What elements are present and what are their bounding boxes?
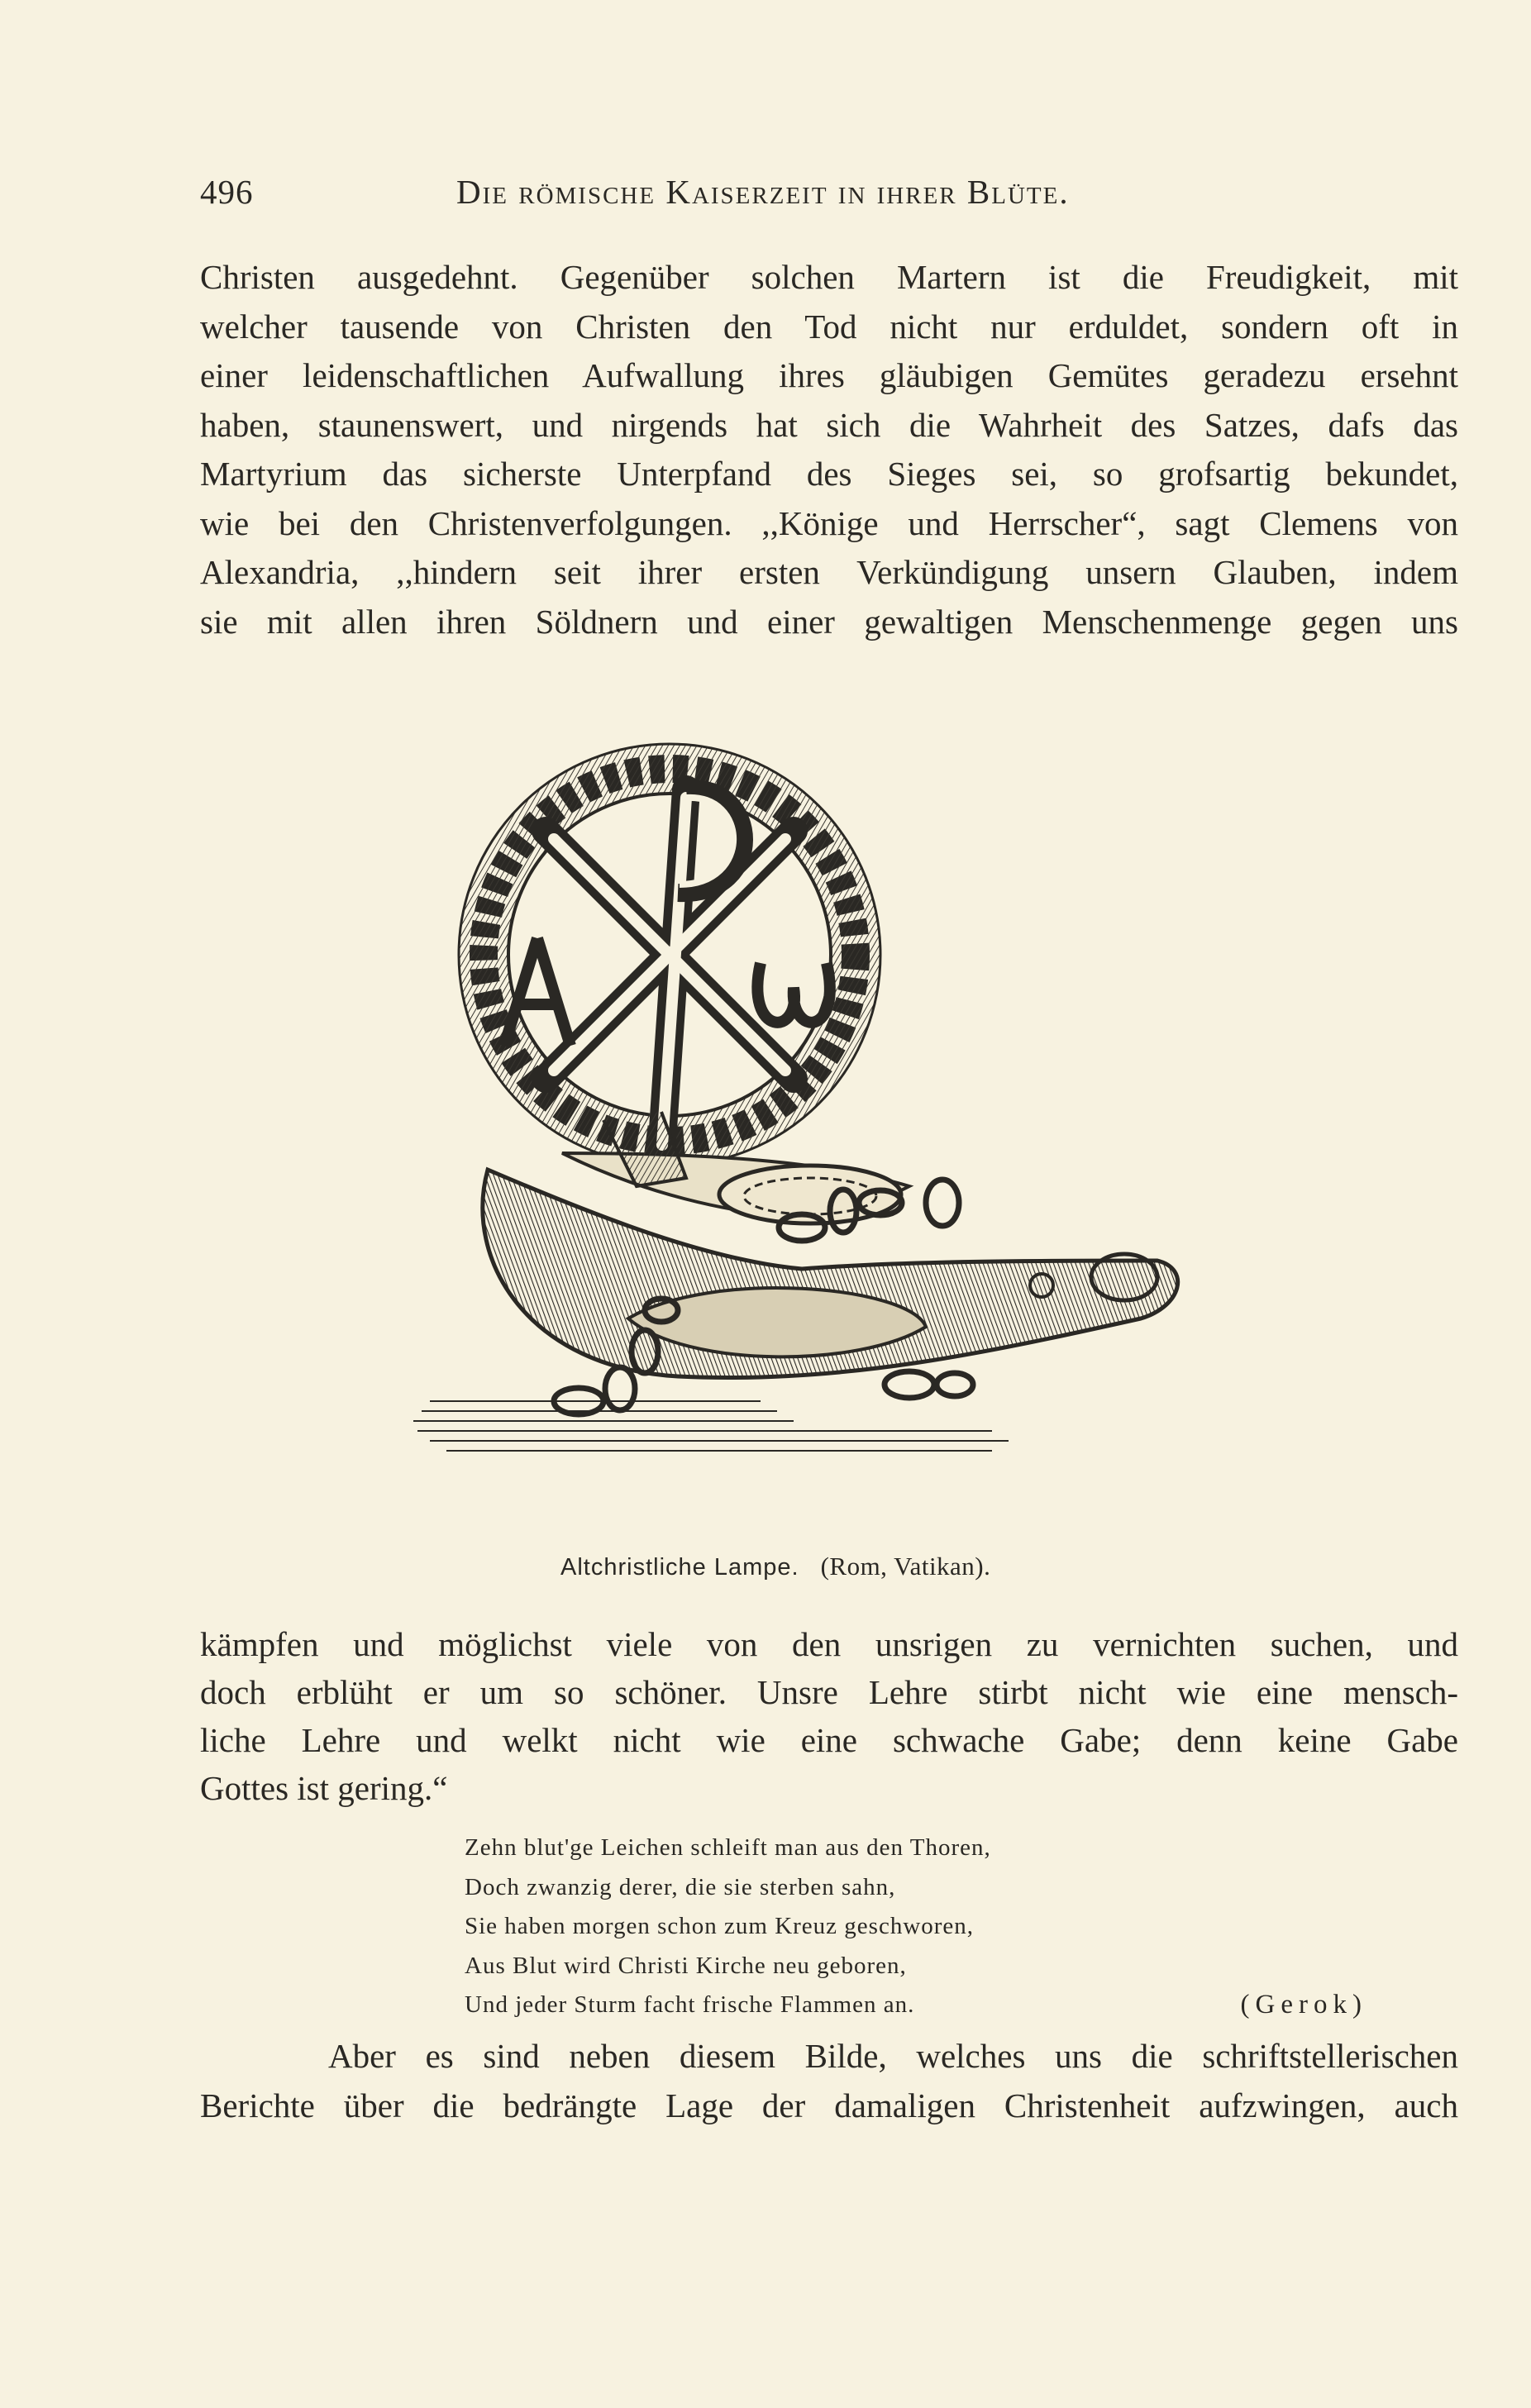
- figure-caption: [560, 1552, 990, 1581]
- text-line: sie mit allen ihren Söldnern und einer gewaltigen Menschenmenge gegen uns: [200, 602, 1458, 641]
- paragraph-2: [200, 1620, 1458, 1812]
- text-line: Aber es sind neben diesem Bilde, welches uns die schriftstellerischen: [328, 2037, 1458, 2075]
- text-line: welcher tausende von Christen den Tod nicht nur erduldet, sondern oft in: [200, 307, 1458, 346]
- text-line: liche Lehre und welkt nicht wie eine schwache Gabe; denn keine Gabe: [200, 1721, 1458, 1759]
- text-line: einer leidenschaftlichen Aufwallung ihres gläubigen Gemütes geradezu ersehnt: [200, 356, 1458, 394]
- poem-attribution: (Gerok): [1240, 1990, 1367, 2019]
- caption-source: (Rom, Vatikan).: [820, 1552, 991, 1581]
- text-line: Christen ausgedehnt. Gegenüber solchen Martern ist die Freudigkeit, mit: [200, 258, 1458, 296]
- poem-line: Zehn blut'ge Leichen schleift man aus den Thoren,: [465, 1834, 991, 1861]
- lamp-engraving-icon: [413, 690, 1257, 1525]
- text-line: Berichte über die bedrängte Lage der damaligen Christenheit aufzwingen, auch: [200, 2086, 1458, 2124]
- paragraph-3: [200, 2032, 1458, 2130]
- text-line: kämpfen und möglichst viele von den unsrigen zu vernichten suchen, und: [200, 1625, 1458, 1663]
- text-line: wie bei den Christenverfolgungen. ,,Könige und Herrscher“, sagt Clemens von: [200, 503, 1458, 542]
- text-line: Gottes ist gering.“: [200, 1769, 448, 1807]
- text-line: haben, staunenswert, und nirgends hat sich die Wahrheit des Satzes, dafs das: [200, 405, 1458, 444]
- paragraph-1: [200, 253, 1458, 646]
- page-number: 496: [200, 173, 254, 211]
- poem-line: Und jeder Sturm facht frische Flammen an.: [465, 1991, 915, 2018]
- poem-line: Sie haben morgen schon zum Kreuz geschworen,: [465, 1913, 975, 1939]
- running-title: Die römische Kaiserzeit in ihrer Blüte.: [456, 173, 1070, 211]
- caption-label: Altchristliche Lampe.: [560, 1554, 799, 1581]
- poem-quote: [465, 1829, 1390, 2025]
- poem-line: Doch zwanzig derer, die sie sterben sahn,: [465, 1873, 896, 1900]
- page-header: [200, 172, 1204, 213]
- lamp-illustration: [413, 690, 1257, 1525]
- text-line: Alexandria, ,,hindern seit ihrer ersten Verkündigung unsern Glauben, indem: [200, 553, 1458, 591]
- text-line: Martyrium das sicherste Unterpfand des Sieges sei, so grofsartig bekundet,: [200, 455, 1458, 493]
- poem-line: Aus Blut wird Christi Kirche neu geboren,: [465, 1952, 907, 1979]
- text-line: doch erblüht er um so schöner. Unsre Lehre stirbt nicht wie eine mensch-: [200, 1673, 1458, 1711]
